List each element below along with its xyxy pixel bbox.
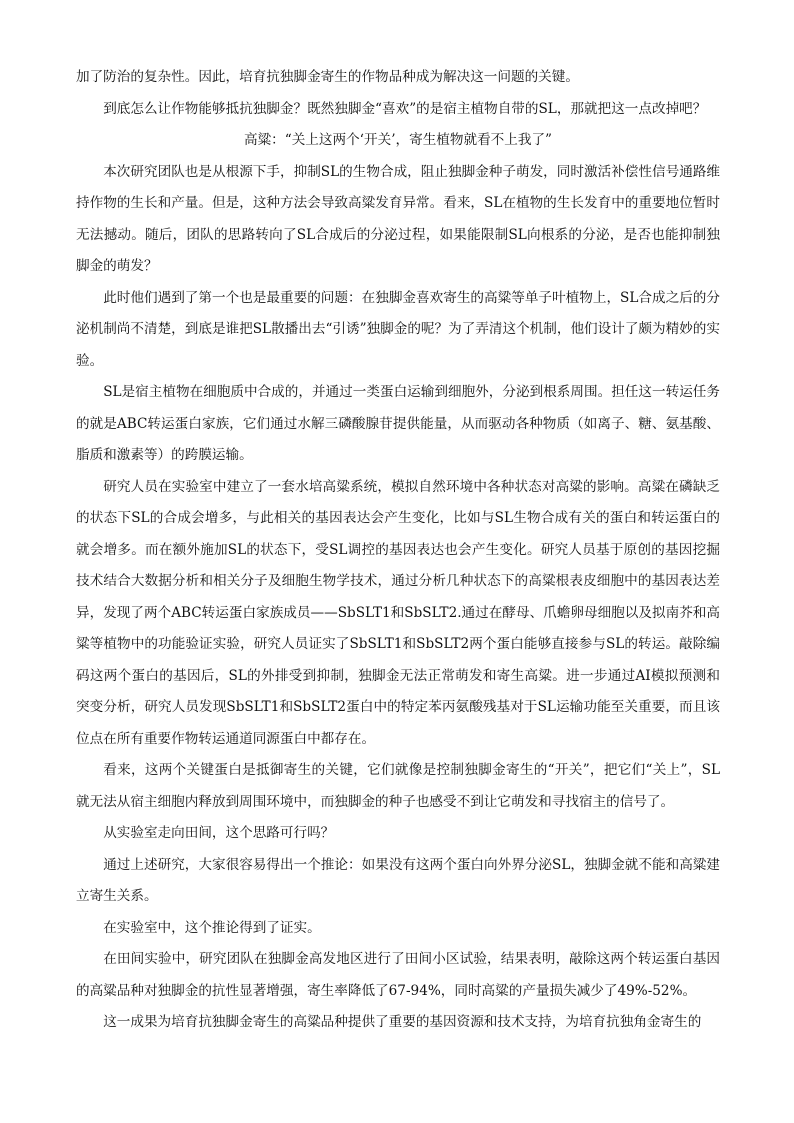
paragraph-experiment: 研究人员在实验室中建立了一套水培高粱系统，模拟自然环境中各种状态对高粱的影响。高粱在磷缺乏的状态下SL的合成会增多，与此相关的基因表达会产生变化，比如与SL生物合成有关的蛋白和转运蛋白的就会增多。而在额外施加SL的状态下，受SL调控的基因表达也会产生变化。研究人员基于原创的基因挖掘技术结合大数据分析和相关分子及细胞生物学技术，通过分析几种状态下的高粱根表皮细胞中的基因表达差异，发现了两个ABC转运蛋白家族成员——SbSLT1和SbSLT2.通过在酵母、爪蟾卵母细胞以及拟南芥和高粱等植物中的功能验证实验，研究人员证实了SbSLT1和SbSLT2两个蛋白能够直接参与SL的转运。敲除编码这两个蛋白的基因后，SL的外排受到抑制，独脚金无法正常萌发和寄生高粱。进一步通过AI模拟预测和突变分析，研究人员发现SbSLT1和SbSLT2蛋白中的特定苯丙氨酸残基对于SL运输功能至关重要，而且该位点在所有重要作物转运通道同源蛋白中都存在。 (76, 478, 720, 747)
paragraph-switch: 看来，这两个关键蛋白是抵御寄生的关键，它们就像是控制独脚金寄生的“开关”，把它们“关上”，SL就无法从宿主细胞内释放到周围环境中，而独脚金的种子也感受不到让它萌发和寻找宿主的信号了。 (76, 762, 720, 810)
paragraph-conclusion: 这一成果为培育抗独脚金寄生的高粱品种提供了重要的基因资源和技术支持，为培育抗独角金寄生的 (103, 1014, 702, 1030)
paragraph-field-results: 在田间实验中，研究团队在独脚金高发地区进行了田间小区试验，结果表明，敲除这两个转运蛋白基因的高粱品种对独脚金的抗性显著增强，寄生率降低了67-94%，同时高粱的产量损失减少了49%-52%。 (76, 951, 720, 999)
paragraph-research-approach: 本次研究团队也是从根源下手，抑制SL的生物合成，阻止独脚金种子萌发，同时激活补偿性信号通路维持作物的生长和产量。但是，这种方法会导致高粱发育异常。看来，SL在植物的生长发育中的重要地位暂时无法撼动。随后，团队的思路转向了SL合成后的分泌过程，如果能限制SL向根系的分泌，是否也能抑制独脚金的萌发？ (76, 163, 720, 274)
document-page (76, 62, 720, 1039)
section-heading: 高粱：“关上这两个‘开关’，寄生植物就看不上我了” (243, 132, 552, 148)
paragraph-question: 到底怎么让作物能够抵抗独脚金？既然独脚金“喜欢”的是宿主植物自带的SL，那就把这一点改掉吧？ (103, 100, 707, 117)
paragraph-lab-confirm: 在实验室中，这个推论得到了证实。 (103, 919, 321, 936)
paragraph-continuation: 加了防治的复杂性。因此，培育抗独脚金寄生的作物品种成为解决这一问题的关键。 (76, 69, 579, 85)
paragraph-sl-transport: SL是宿主植物在细胞质中合成的，并通过一类蛋白运输到细胞外，分泌到根系周围。担任这一转运任务的就是ABC转运蛋白家族，它们通过水解三磷酸腺苷提供能量，从而驱动各种物质（如离子、糖、氨基酸、脂质和激素等）的跨膜运输。 (76, 384, 720, 463)
paragraph-inference: 通过上述研究，大家很容易得出一个推论：如果没有这两个蛋白向外界分泌SL，独脚金就不能和高粱建立寄生关系。 (76, 856, 720, 904)
paragraph-field-question: 从实验室走向田间，这个思路可行吗？ (103, 825, 335, 841)
paragraph-key-problem: 此时他们遇到了第一个也是最重要的问题：在独脚金喜欢寄生的高粱等单子叶植物上，SL合成之后的分泌机制尚不清楚，到底是谁把SL散播出去“引诱”独脚金的呢？为了弄清这个机制，他们设计了颇为精妙的实验。 (76, 289, 720, 369)
